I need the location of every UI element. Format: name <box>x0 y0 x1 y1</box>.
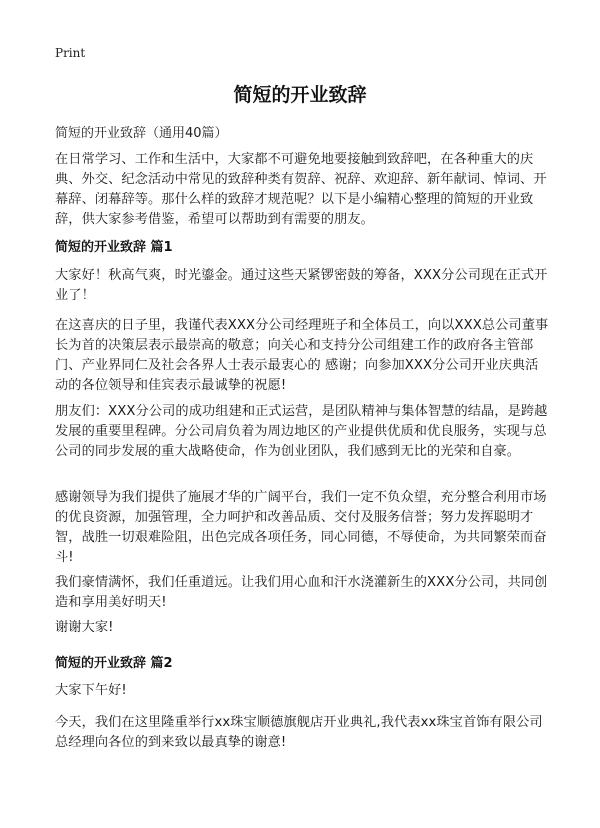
section-heading-2: 简短的开业致辞 篇2 <box>55 656 173 671</box>
section1-paragraph-2: 在这喜庆的日子里，我谨代表XXX分公司经理班子和全体员工，向以XXX总公司董事长为首的决策层表示最崇高的敬意；向关心和支持分公司组建工作的政府各主管部门、产业界同仁及社会各界人士表示最衷心的 感谢；向参加XXX分公司开业庆典活动的各位领导和佳宾表示最诚挚的祝愿! <box>55 318 549 393</box>
section2-paragraph-1: 大家下午好! <box>55 683 127 698</box>
intro-paragraph: 在日常学习、工作和生活中，大家都不可避免地要接触到致辞吧，在各种重大的庆典、外交、纪念活动中常见的致辞种类有贺辞、祝辞、欢迎辞、新年献词、悼词、开幕辞、闭幕辞等。那什么样的致辞才规范呢？以下是小编精心整理的简短的开业致辞，供大家参考借鉴，希望可以帮助到有需要的朋友。 <box>55 152 547 227</box>
print-link[interactable]: Print <box>55 46 86 60</box>
document-subtitle: 简短的开业致辞（通用40篇） <box>55 126 228 141</box>
section1-paragraph-1: 大家好！秋高气爽，时光鎏金。通过这些天紧锣密鼓的筹备，XXX分公司现在正式开业了！ <box>55 268 548 303</box>
section1-paragraph-3: 朋友们：XXX分公司的成功组建和正式运营，是团队精神与集体智慧的结晶，是跨越发展的重要里程碑。分公司肩负着为周边地区的产业提供优质和优良服务，实现与总公司的同步发展的重大战略使命，作为创业团队，我们感到无比的光荣和自豪。 <box>55 404 548 459</box>
section1-paragraph-4: 感谢领导为我们提供了施展才华的广阔平台，我们一定不负众望，充分整合利用市场的优良资源，加强管理，全力呵护和改善品质、交付及服务信誉；努力发挥聪明才智，战胜一切艰难险阻，出色完成各项任务，同心同德，不辱使命，为共同繁荣而奋斗! <box>55 490 547 565</box>
section2-paragraph-2: 今天，我们在这里隆重举行xx珠宝顺德旗舰店开业典礼,我代表xx珠宝首饰有限公司总经理向各位的到来致以最真挚的谢意! <box>55 715 543 750</box>
section1-paragraph-5: 我们豪情满怀，我们任重道远。让我们用心血和汗水浇灌新生的XXX分公司，共同创造和享用美好明天! <box>55 575 548 610</box>
section-heading-1: 简短的开业致辞 篇1 <box>55 240 173 255</box>
page-title: 简短的开业致辞 <box>233 84 367 106</box>
section1-paragraph-6: 谢谢大家! <box>55 620 114 635</box>
